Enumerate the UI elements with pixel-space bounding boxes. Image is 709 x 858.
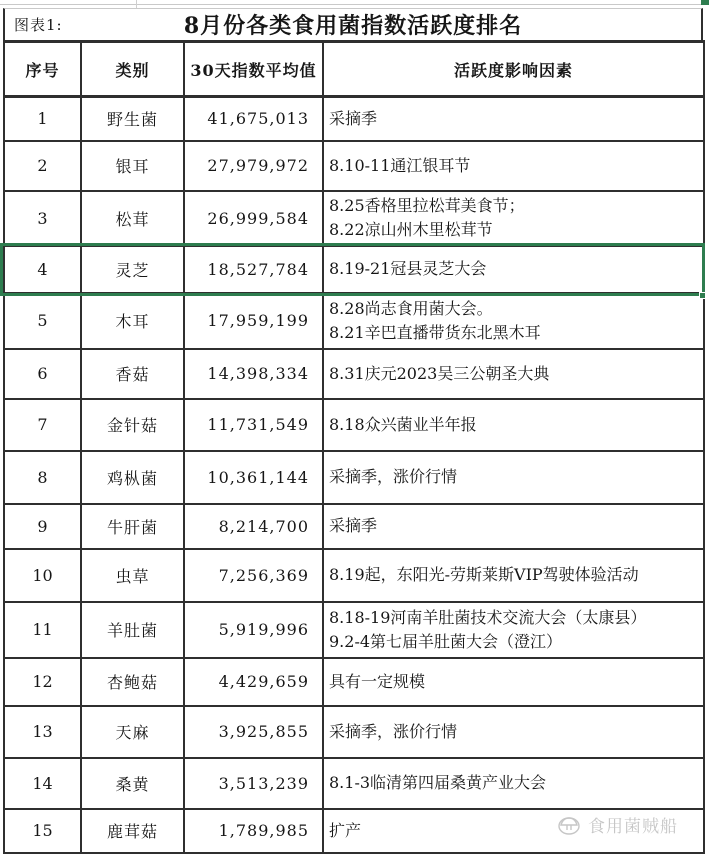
cell-category[interactable]: 鸡枞菌 (81, 451, 184, 504)
cell-rank[interactable]: 15 (4, 809, 81, 853)
factor-line: 8.18-19河南羊肚菌技术交流大会（太康县） (329, 607, 647, 627)
table-row (4, 706, 704, 758)
cell-factors[interactable] (323, 97, 704, 141)
selection-fill-handle[interactable] (699, 292, 706, 299)
cell-factors[interactable] (323, 658, 704, 706)
cell-rank[interactable]: 10 (4, 549, 81, 602)
cell-rank[interactable]: 5 (4, 293, 81, 349)
factor-line: 采摘季 (329, 108, 378, 128)
table-row (4, 602, 704, 658)
cell-rank[interactable]: 13 (4, 706, 81, 758)
cell-rank[interactable]: 9 (4, 504, 81, 549)
cell-factors[interactable] (323, 349, 704, 399)
cell-category[interactable]: 羊肚菌 (81, 602, 184, 658)
factor-line: 8.1-3临清第四届桑黄产业大会 (329, 773, 547, 792)
cell-factors[interactable] (323, 246, 704, 293)
factor-line: 8.22凉山州木里松茸节 (329, 220, 493, 239)
cell-category[interactable]: 鹿茸菇 (81, 809, 184, 853)
cell-category[interactable]: 杏鲍菇 (81, 658, 184, 706)
cell-index-value[interactable]: 10,361,144 (184, 451, 323, 504)
cell-rank[interactable]: 6 (4, 349, 81, 399)
factor-line: 8.19起，东阳光-劳斯莱斯VIP驾驶体验活动 (329, 565, 639, 584)
cell-category[interactable]: 野生菌 (81, 97, 184, 141)
col-header-activity-factors[interactable]: 活跃度影响因素 (323, 42, 704, 97)
table-row (4, 658, 704, 706)
cell-factors[interactable] (323, 602, 704, 658)
table-row (4, 141, 704, 191)
cell-rank[interactable]: 12 (4, 658, 81, 706)
table-row (4, 809, 704, 853)
sheet-gridline-horizontal (0, 4, 709, 5)
cell-index-value[interactable]: 14,398,334 (184, 349, 323, 399)
table-row (4, 399, 704, 451)
table-row (4, 504, 704, 549)
factor-line: 8.31庆元2023吴三公朝圣大典 (329, 363, 550, 383)
factor-line: 9.2-4第七届羊肚菌大会（澄江） (329, 631, 563, 651)
cell-factors[interactable] (323, 191, 704, 246)
cell-rank[interactable]: 8 (4, 451, 81, 504)
cell-index-value[interactable]: 5,919,996 (184, 602, 323, 658)
cell-factors[interactable] (323, 504, 704, 549)
col-header-index-average[interactable]: 30天指数平均值 (184, 42, 323, 97)
factor-line: 8.19-21冠县灵芝大会 (329, 259, 487, 278)
cell-rank[interactable]: 2 (4, 141, 81, 191)
cell-index-value[interactable]: 3,925,855 (184, 706, 323, 758)
cell-category[interactable]: 天麻 (81, 706, 184, 758)
ranking-table (3, 40, 705, 854)
factor-line: 8.10-11通江银耳节 (329, 155, 471, 175)
cell-factors[interactable] (323, 451, 704, 504)
table-title-cell[interactable]: 8月份各类食用菌指数活跃度排名 (183, 13, 523, 39)
col-header-category[interactable]: 类别 (81, 42, 184, 97)
cell-index-value[interactable]: 41,675,013 (184, 97, 323, 141)
cell-factors[interactable] (323, 549, 704, 602)
cell-factors[interactable] (323, 141, 704, 191)
col-header-rank[interactable]: 序号 (4, 42, 81, 97)
cell-index-value[interactable]: 26,999,584 (184, 191, 323, 246)
cell-index-value[interactable]: 17,959,199 (184, 293, 323, 349)
factor-line: 8.21辛巴直播带货东北黑木耳 (329, 322, 541, 342)
cell-category[interactable]: 桑黄 (81, 758, 184, 809)
cell-category[interactable]: 香菇 (81, 349, 184, 399)
cell-index-value[interactable]: 7,256,369 (184, 549, 323, 602)
cell-category[interactable]: 金针菇 (81, 399, 184, 451)
table-row (4, 349, 704, 399)
watermark-text: 食用菌贼船 (588, 817, 678, 837)
cell-category[interactable]: 灵芝 (81, 246, 184, 293)
table-row (4, 246, 704, 293)
cell-factors[interactable] (323, 706, 704, 758)
table-row (4, 97, 704, 141)
table-row (4, 451, 704, 504)
table-row (4, 293, 704, 349)
cell-rank[interactable]: 14 (4, 758, 81, 809)
table-row (4, 758, 704, 809)
factor-line: 具有一定规模 (329, 671, 426, 691)
factor-line: 采摘季 (329, 516, 378, 535)
factor-line: 采摘季，涨价行情 (329, 721, 458, 741)
cell-index-value[interactable]: 4,429,659 (184, 658, 323, 706)
cell-index-value[interactable]: 1,789,985 (184, 809, 323, 853)
cell-index-value[interactable]: 8,214,700 (184, 504, 323, 549)
cell-rank[interactable]: 11 (4, 602, 81, 658)
cell-category[interactable]: 松茸 (81, 191, 184, 246)
cell-rank[interactable]: 3 (4, 191, 81, 246)
table-body (4, 97, 704, 853)
chart-caption-cell[interactable]: 图表1: (14, 16, 63, 34)
table-row (4, 549, 704, 602)
cell-category[interactable]: 牛肝菌 (81, 504, 184, 549)
cell-index-value[interactable]: 3,513,239 (184, 758, 323, 809)
factor-line: 8.18众兴菌业半年报 (329, 414, 477, 434)
header-row (4, 42, 704, 97)
title-row (3, 8, 703, 40)
cell-factors[interactable] (323, 399, 704, 451)
cell-category[interactable]: 木耳 (81, 293, 184, 349)
cell-index-value[interactable]: 27,979,972 (184, 141, 323, 191)
cell-index-value[interactable]: 18,527,784 (184, 246, 323, 293)
cell-factors[interactable] (323, 293, 704, 349)
factor-line: 采摘季，涨价行情 (329, 467, 458, 486)
cell-rank[interactable]: 4 (4, 246, 81, 293)
table-row (4, 191, 704, 246)
selection-corner-mark (701, 0, 709, 5)
factor-line: 8.28尚志食用菌大会。 (329, 298, 493, 318)
cell-category[interactable]: 虫草 (81, 549, 184, 602)
cell-rank[interactable]: 1 (4, 97, 81, 141)
cell-index-value[interactable]: 11,731,549 (184, 399, 323, 451)
cell-category[interactable]: 银耳 (81, 141, 184, 191)
cell-rank[interactable]: 7 (4, 399, 81, 451)
factor-line: 8.25香格里拉松茸美食节； (329, 196, 525, 215)
cell-factors[interactable] (323, 809, 704, 853)
factor-line: 扩产 (329, 820, 362, 840)
cell-factors[interactable] (323, 758, 704, 809)
